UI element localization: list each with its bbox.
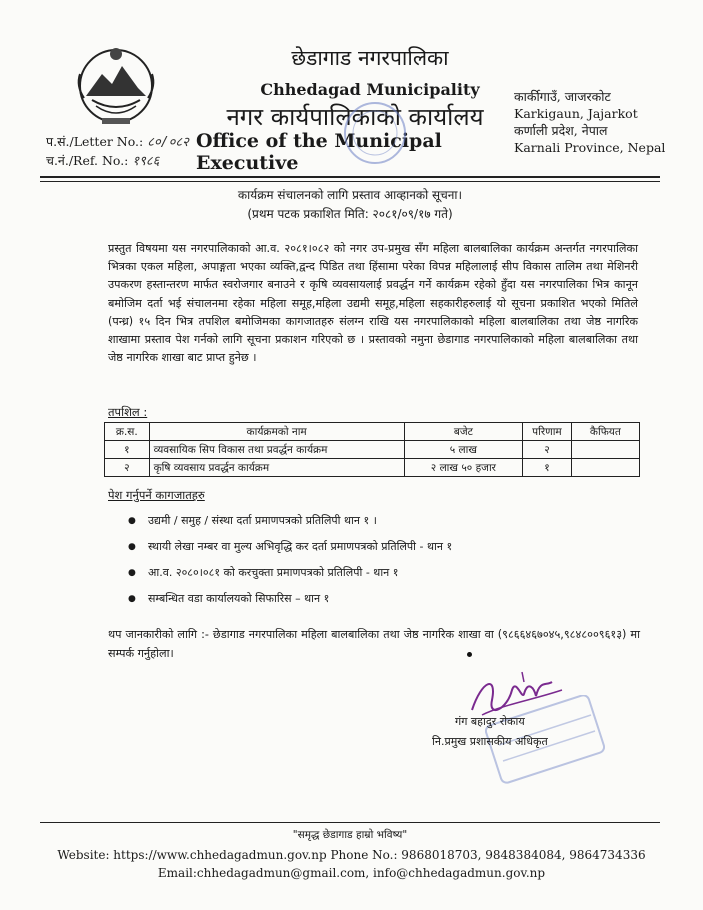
table-cell: १ bbox=[105, 441, 150, 459]
letter-number bbox=[46, 132, 189, 150]
reference-number bbox=[46, 151, 159, 169]
notice-subtitle: (प्रथम पटक प्रकाशित मिति: २०८१/०९/१७ गते) bbox=[247, 207, 453, 221]
notice-title: कार्यक्रम संचालनको लागि प्रस्ताव आव्हानको सूचना। bbox=[237, 188, 463, 202]
table-cell bbox=[571, 459, 639, 477]
municipality-name-en: Chhedagad Municipality bbox=[260, 80, 480, 99]
office-name-en: Office of the Municipal Executive bbox=[196, 130, 442, 174]
table-cell: २ लाख ५० हजार bbox=[404, 459, 522, 477]
table-cell: २ bbox=[523, 441, 572, 459]
table-row bbox=[105, 441, 640, 459]
list-item: ● स्थायी लेखा नम्बर वा मुल्य अभिवृद्धि कर दर्ता प्रमाणपत्रको प्रतिलिपी - थान १ bbox=[128, 534, 548, 560]
table-cell: व्यवसायिक सिप विकास तथा प्रवर्द्धन कार्यक्रम bbox=[149, 441, 404, 459]
reference-number-value: १९८६ bbox=[132, 154, 160, 169]
address-np-1: कार्कीगाउँ, जाजरकोट bbox=[514, 89, 611, 104]
table-header-cell: कार्यक्रमको नाम bbox=[149, 423, 404, 441]
office-name-np: नगर कार्यपालिकाको कार्यालय bbox=[226, 103, 484, 131]
list-item: ● आ.व. २०८०।०८१ को करचुक्ता प्रमाणपत्रको प्रतिलिपी - थान १ bbox=[128, 560, 548, 586]
contact-info: थप जानकारीको लागि :- छेडागाड नगरपालिका महिला बालबालिका तथा जेष्ठ नागरिक शाखा वा (९८६६४६७०४५,९८४८००९६१३) मा सम्पर्क गर्नुहोला। bbox=[108, 628, 640, 660]
ink-dot bbox=[467, 652, 472, 657]
notice-body: प्रस्तुत विषयमा यस नगरपालिकाको आ.व. २०८१।०८२ को नगर उप-प्रमुख सँग महिला बालबालिका कार्यक्रम अन्तर्गत नगरपालिका भित्रका एकल महिला, अपाङ्गता भएका व्यक्ति,द्वन्द पिडित तथा हिंसामा परेका विपन्न महिलालाई सीप विकास तालिम तथा मेशिनरी उपकरण हस्तान्तरण मार्फत स्वरोजगार बनाउने र कृषि व्यवसायलाई प्रवर्द्धन गर्ने कार्यक्रम रहेको हुँदा यस नगरपालिका भित्र कानून बमोजिम दर्ता भई संचालनमा रहेका महिला समूह,महिला उद्यमी समूह,महिला सहकारीहरुलाई यो सूचना प्रकाशित भएको मितिले (पन्ध्र) १५ दिन भित्र तपशिल बमोजिमका कागजातहरु संलग्न राखि यस नगरपालिकाको महिला बालबालिका तथा जेष्ठ नागरिक शाखामा प्रस्ताव पेश गर्नको लागि सूचना प्रकाशन गरिएको छ । प्रस्तावको नमुना छेडागाड नगरपालिकाको महिला बालबालिका तथा जेष्ठ नागरिक शाखा बाट प्राप्त हुनेछ । bbox=[108, 242, 638, 365]
signatory-role: नि.प्रमुख प्रशासकीय अधिकृत bbox=[432, 735, 548, 748]
address-en-2: Karnali Province, Nepal bbox=[514, 140, 666, 155]
letter-number-value: ८०/०८२ bbox=[147, 135, 189, 150]
table-header-cell: क्र.स. bbox=[105, 423, 150, 441]
program-table bbox=[104, 422, 640, 477]
header-divider-thin bbox=[40, 181, 660, 182]
table-header-row bbox=[105, 423, 640, 441]
footer-slogan: "समृद्ध छेडागाड हाम्रो भविष्य" bbox=[292, 829, 408, 841]
office-stamp bbox=[340, 98, 410, 168]
letter-number-label: प.सं./Letter No.: bbox=[46, 134, 144, 149]
footer-email: Email:chhedagadmun@gmail.com, info@chhedagadmun.gov.np bbox=[157, 866, 546, 880]
signatory-name: गंग बहादुर रोकाय bbox=[455, 715, 525, 728]
table-row bbox=[105, 459, 640, 477]
table-header-cell: बजेट bbox=[404, 423, 522, 441]
table-cell bbox=[571, 441, 639, 459]
header-divider bbox=[40, 176, 660, 178]
documents-label: पेश गर्नुपर्ने कागजातहरु bbox=[108, 488, 205, 502]
table-cell: २ bbox=[105, 459, 150, 477]
municipality-name-np: छेडागाड नगरपालिका bbox=[291, 46, 449, 70]
table-cell: १ bbox=[523, 459, 572, 477]
address-np-2: कर्णाली प्रदेश, नेपाल bbox=[514, 123, 608, 138]
list-item: ● उद्यमी / समुह / संस्था दर्ता प्रमाणपत्रको प्रतिलिपी थान १ । bbox=[128, 508, 548, 534]
table-cell: कृषि व्यवसाय प्रवर्द्धन कार्यक्रम bbox=[149, 459, 404, 477]
documents-list bbox=[128, 508, 548, 612]
footer-website-phone: Website: https://www.chhedagadmun.gov.np Phone No.: 9868018703, 9848384084, 9864734336 bbox=[57, 848, 646, 862]
footer-divider bbox=[40, 822, 660, 823]
address-en-1: Karkigaun, Jajarkot bbox=[514, 106, 638, 121]
schedule-label: तपशिल : bbox=[108, 405, 148, 419]
table-header-cell: कैफियत bbox=[571, 423, 639, 441]
table-cell: ५ लाख bbox=[404, 441, 522, 459]
office-address bbox=[514, 88, 699, 156]
reference-number-label: च.नं./Ref. No.: bbox=[46, 153, 129, 168]
nepal-emblem-logo bbox=[72, 40, 160, 128]
table-header-cell: परिणाम bbox=[523, 423, 572, 441]
list-item: ● सम्बन्धित वडा कार्यालयको सिफारिस – थान १ bbox=[128, 586, 548, 612]
